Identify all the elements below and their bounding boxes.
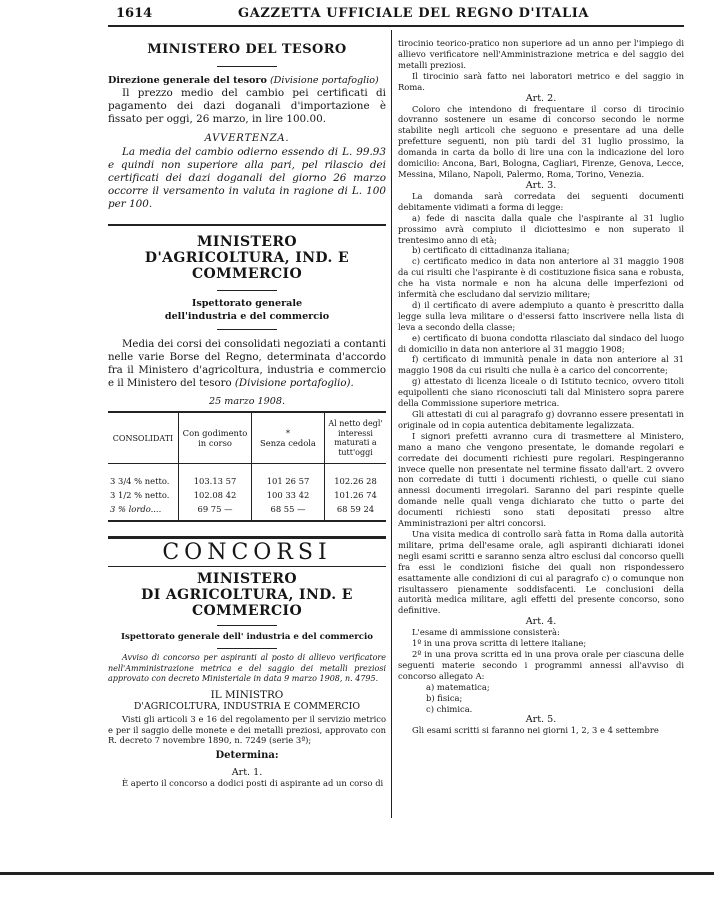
tesoro-ministry-heading: MINISTERO DEL TESORO <box>147 42 347 57</box>
table-cell: 3 3/4 % netto. <box>108 464 179 489</box>
art4-sub: c) chimica. <box>426 703 473 714</box>
table-cell: 102.26 28 <box>334 476 377 487</box>
il-ministro: IL MINISTRO <box>210 688 284 701</box>
art4-title: Art. 4. <box>525 616 557 628</box>
right-column <box>398 38 684 736</box>
art4-item: 2º in una prova scritta ed in una prova orale per ciascuna delle seguenti materie secondo i programmi annessi all'avviso di concorso allegato A: <box>398 649 684 681</box>
section-rule-thick <box>108 536 386 539</box>
table-cell: 68 55 — <box>252 502 325 521</box>
art3-item: f) certificato di immunità penale in data non anteriore al 31 maggio 1908 da cui risulti che nulla è a carico del concorrente; <box>398 354 684 376</box>
table-cell: 100 33 42 <box>252 488 325 502</box>
section-rule <box>108 224 386 226</box>
tesoro-body: Il prezzo medio del cambio pei certificati di pagamento dei dazi doganali d'importazione è fissato per oggi, 26 marzo, in lire 100.00. <box>108 87 386 126</box>
table-cell: 102.08 42 <box>179 488 252 502</box>
consolidati-table <box>108 411 386 522</box>
newspaper-title: GAZZETTA UFFICIALE DEL REGNO D'ITALIA <box>238 6 590 21</box>
divider <box>217 625 277 626</box>
art1-body: È aperto il concorso a dodici posti di aspirante ad un corso di <box>122 778 384 789</box>
ispettorato-line-2: dell'industria e del commercio <box>164 310 330 322</box>
art1-title: Art. 1. <box>231 767 263 779</box>
concorsi-title: CONCORSI <box>162 540 332 566</box>
consolidati-division: (Divisione portafoglio). <box>234 378 354 390</box>
art4-intro: L'esame di ammissione consisterà: <box>412 627 560 638</box>
concorsi-ispettorato: Ispettorato generale dell' industria e del commercio <box>121 632 373 643</box>
art5-title: Art. 5. <box>525 714 557 726</box>
avviso-text: Avviso di concorso per aspiranti al posto di allievo verificatore nell'Amministrazione metrica e del saggio dei metalli preziosi approvato con decreto Ministeriale in data 9 marzo 1908, n. 4795. <box>108 653 386 684</box>
tesoro-direzione <box>108 75 386 87</box>
consolidati-date: 25 marzo 1908. <box>208 396 285 408</box>
art3-p2: Gli attestati di cui al paragrafo g) dovranno essere presentati in originale od in copia autentica debitamente legalizzata. <box>398 409 684 430</box>
concorsi-ministry-heading <box>108 571 386 619</box>
ministry-line-2: D'AGRICOLTURA, IND. E COMMERCIO <box>144 249 350 282</box>
art3-item: c) certificato medico in data non anteriore al 31 maggio 1908 da cui risulti che l'aspirante è di costituzione fisica sana e robusta, che ha vista normale e non ha alcuna delle imperfezioni od infermità che escludano dal servizio militare; <box>398 256 684 300</box>
divider <box>217 648 277 649</box>
col-senza-cedola <box>252 412 325 464</box>
table-cell: 3 1/2 % netto. <box>108 488 179 502</box>
table-row <box>108 502 386 521</box>
art3-intro: La domanda sarà corredata dei seguenti documenti debitamente vidimati a forma di legge: <box>398 190 684 212</box>
avvertenza-body: La media del cambio odierno essendo di L. 99.93 e quindi non superiore alla pari, pel rilascio dei certificati dei dazi doganali del giorno 26 marzo occorre il versamento in valuta in ragione di L. 100 per 100. <box>108 145 386 211</box>
art5-body: Gli esami scritti si faranno nei giorni 1, 2, 3 e 4 settembre <box>412 725 659 736</box>
table-cell: 103.13 57 <box>179 464 252 489</box>
col-godimento: Con godimento in corso <box>179 412 252 464</box>
table-cell: 68 59 24 <box>336 504 375 515</box>
page-header <box>108 6 698 22</box>
col-consolidati: CONSOLIDATI <box>108 412 179 464</box>
table-row <box>108 464 386 489</box>
table-header-row <box>108 412 386 464</box>
ispettorato-heading <box>108 297 386 323</box>
visti-text: Visti gli articoli 3 e 16 del regolamento per il servizio metrico e per il saggio delle monete e dei metalli preziosi, approvato con R. decreto 7 novembre 1890, n. 7249 (serie 3ª); <box>108 713 386 746</box>
art3-item: g) attestato di licenza liceale o di Istituto tecnico, ovvero titoli equipollenti che siano riconosciuti tali dal Ministero sopra parere della Commissione superiore metrica. <box>398 376 684 409</box>
section-rule <box>108 566 386 567</box>
divider <box>217 290 277 291</box>
table-row <box>108 488 386 502</box>
art3-item: b) certificato di cittadinanza italiana; <box>412 245 570 256</box>
agricoltura-ministry-heading <box>108 234 386 282</box>
art4-item: 1º in una prova scritta di lettere italiane; <box>412 638 587 649</box>
art2-body: Coloro che intendono di frequentare il corso di tirocinio dovranno sostenere un esame di concorso secondo le norme stabilite negli articoli che seguono e presentare ad una delle prefetture seguenti, non più tardi del 31 luglio prossimo, la domanda in carta da bollo di lire una con la indicazione del loro domicilio: Ancona, Bari, Bologna, Cagliari, Firenze, Genova, Lecce, Messina, Milano, Napoli, Palermo, Roma, Torino, Venezia. <box>398 103 684 179</box>
art4-sub: a) matematica; <box>426 681 490 692</box>
col-senza-star: * <box>285 428 291 439</box>
divider <box>217 66 277 67</box>
art3-item: e) certificato di buona condotta rilasciato dal sindaco del luogo di domicilio in data non anteriore al 31 maggio 1908; <box>398 332 684 354</box>
consolidati-intro <box>108 338 386 391</box>
ministro-of: D'AGRICOLTURA, INDUSTRIA E COMMERCIO <box>133 700 361 712</box>
avvertenza-title: AVVERTENZA. <box>204 132 290 144</box>
divider <box>217 329 277 330</box>
table-cell: 3 % lordo.... <box>108 502 179 521</box>
left-column <box>108 36 386 789</box>
art3-title: Art. 3. <box>525 179 557 191</box>
table-cell: 101 26 57 <box>252 464 325 489</box>
direzione-division: (Divisione portafoglio) <box>269 75 379 86</box>
col-al-netto: Al netto degl' interessi maturati a tutt'oggi <box>328 419 383 457</box>
consolidati-intro-text: Media dei corsi dei consolidati negoziati a contanti nelle varie Borse del Regno, determinata d'accordo fra il Ministero d'agricoltura, industria e commercio e il Ministero del tesoro <box>108 338 386 390</box>
direzione-label: Direzione generale del tesoro <box>108 75 267 86</box>
determina-heading: Determina: <box>215 750 279 762</box>
table-cell: 101.26 74 <box>334 490 377 501</box>
art2-title: Art. 2. <box>525 92 557 104</box>
page-number: 1614 <box>116 6 153 21</box>
bottom-rule <box>0 872 714 875</box>
col-senza-label: Senza cedola <box>260 438 316 449</box>
art4-sub: b) fisica; <box>426 692 463 703</box>
right-p2: Il tirocinio sarà fatto nei laboratori metrico e del saggio in Roma. <box>398 70 684 92</box>
art3-item: a) fede di nascita dalla quale che l'aspirante al 31 luglio prossimo avrà compiuto il diciottesimo e non superato il trentesimo anno di età; <box>398 212 684 245</box>
table-cell: 69 75 — <box>179 502 252 521</box>
art3-p3: I signori prefetti avranno cura di trasmettere al Ministero, mano a mano che vengono presentate, le domande regolari e corredate dei documenti richiesti pure regolari. Respingeranno invece quelle non presentate nel termine fissato dall'art. 2 ovvero non corredate di tutti i documenti richiesti, o quelle cui siano annessi documenti irregolari. Saranno del pari respinte quelle domande nelle quali venga dichiarato che tutto o parte dei documenti richiesti sono stati depositati presso altre Amministrazioni per altri concorsi. <box>398 430 684 529</box>
ministry-line-2: DI AGRICOLTURA, IND. E COMMERCIO <box>141 587 353 620</box>
art3-item: d) il certificato di avere adempiuto a quanto è prescritto dalla legge sulla leva militare o d'essersi fatto inscrivere nella lista di leva a secondo della classe; <box>398 299 684 332</box>
ministry-line-1: MINISTERO <box>196 233 298 250</box>
right-p1: tirocinio teorico-pratico non superiore ad un anno per l'impiego di allievo verificatore nell'Amministrazione metrica e del saggio dei metalli preziosi. <box>398 38 684 70</box>
header-rule <box>108 25 684 27</box>
ispettorato-line-1: Ispettorato generale <box>191 297 303 309</box>
art3-p4: Una visita medica di controllo sarà fatta in Roma dalla autorità militare, prima dell'esame orale, agli aspiranti dichiarati idonei negli esami scritti e saranno senza altro esclusi dal concorso quelli fra essi le condizioni fisiche dei quali non rispondessero esattamente alle condizioni di cui al paragrafo c) o comunque non risultassero pienamente soddisfacenti. Le conclusioni della autorità medica militare, agli effetti del presente concorso, sono definitive. <box>398 528 684 616</box>
column-divider <box>391 30 392 818</box>
ministry-line-1: MINISTERO <box>196 571 298 588</box>
